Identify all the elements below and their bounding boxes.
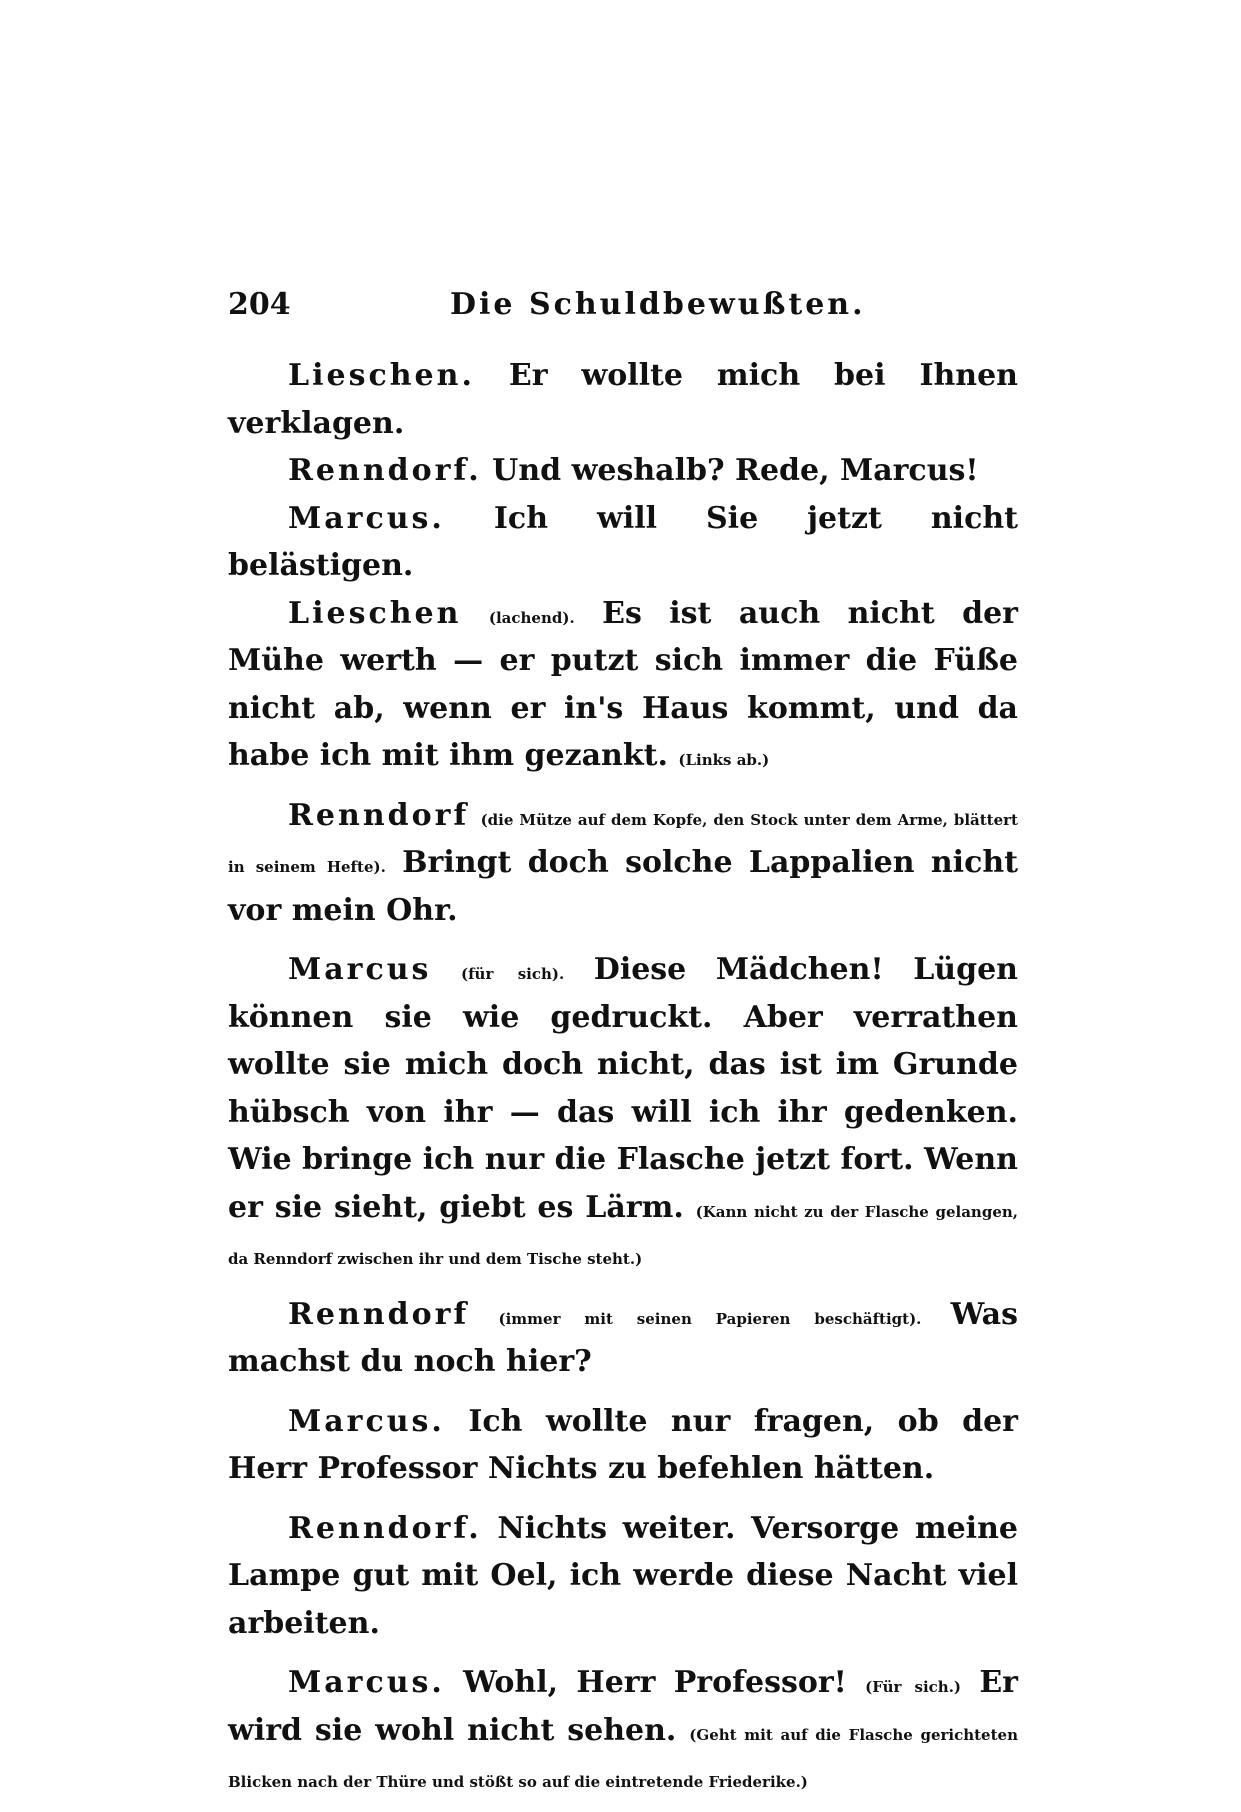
dialogue-line: Er wollte mich bei Ihnen verklagen. xyxy=(228,358,1018,441)
dialogue-line: Ich will Sie jetzt nicht belästigen. xyxy=(228,500,1019,583)
dialogue-paragraph xyxy=(228,447,1018,495)
speaker-name: Marcus. xyxy=(288,1665,445,1700)
dialogue-paragraph xyxy=(228,1659,1018,1802)
dialogue-paragraph xyxy=(228,590,1018,780)
stage-direction: (immer mit seinen Papieren beschäftigt). xyxy=(498,1309,922,1328)
dialogue-paragraph xyxy=(228,946,1018,1279)
speaker-name: Renndorf. xyxy=(288,1510,482,1546)
stage-direction: (Für sich.) xyxy=(865,1678,962,1696)
stage-direction: (die Mütze auf dem Kopfe, den Stock unter dem Arme, blättert in seinem Hefte). xyxy=(228,810,1018,876)
page-header xyxy=(228,280,1018,330)
speaker-name: Renndorf. xyxy=(288,453,482,488)
speaker-name: Marcus. xyxy=(288,500,445,536)
stage-direction: (Geht mit auf die Flasche gerichteten Blicken nach der Thüre und stößt so auf die eintretende Friederike.) xyxy=(228,1725,1018,1791)
dialogue-line: Wohl, Herr Professor! xyxy=(463,1665,847,1700)
stage-direction: (Links ab.) xyxy=(678,751,770,769)
dialogue-text xyxy=(228,352,1018,1812)
dialogue-paragraph xyxy=(228,1291,1018,1386)
speaker-name: Renndorf xyxy=(288,1296,470,1332)
page-number: 204 xyxy=(228,287,291,322)
speaker-name: Renndorf xyxy=(288,797,470,833)
speaker-name: Marcus xyxy=(288,952,432,987)
dialogue-line: Nichts weiter. Versorge meine Lampe gut mit Oel, ich werde diese Nacht viel arbeiten. xyxy=(228,1510,1018,1641)
stage-direction: (für sich). xyxy=(461,965,565,983)
dialogue-paragraph xyxy=(228,1505,1018,1648)
speaker-name: Lieschen xyxy=(288,595,462,631)
dialogue-line: Er wird sie wohl nicht sehen. xyxy=(228,1665,1018,1748)
stage-direction: (Kann nicht zu der Flasche gelangen, da Renndorf zwischen ihr und dem Tische steht.) xyxy=(228,1202,1018,1268)
dialogue-line: Ich wollte nur fragen, ob der Herr Professor Nichts zu befehlen hätten. xyxy=(228,1403,1018,1486)
dialogue-paragraph xyxy=(228,352,1018,447)
running-title: Die Schuldbewußten. xyxy=(450,287,866,322)
dialogue-line: Und weshalb? Rede, Marcus! xyxy=(492,453,979,488)
dialogue-line: Was machst du noch hier? xyxy=(228,1296,1018,1379)
dialogue-line: Bringt doch solche Lappalien nicht vor mein Ohr. xyxy=(228,845,1019,928)
speaker-name: Marcus. xyxy=(288,1403,445,1439)
dialogue-paragraph xyxy=(228,792,1018,935)
speaker-name: Lieschen. xyxy=(288,358,475,393)
dialogue-paragraph xyxy=(228,495,1018,590)
dialogue-line: Diese Mädchen! Lügen können sie wie gedruckt. Aber verrathen wollte sie mich doch nicht, das ist im Grunde hübsch von ihr — das will ich ihr gedenken. Wie bringe ich nur die Flasche jetzt fort. Wenn er sie sieht, giebt es Lärm. xyxy=(228,952,1018,1225)
dialogue-line: Es ist auch nicht der Mühe werth — er putzt sich immer die Füße nicht ab, wenn er in's Haus kommt, und da habe ich mit ihm gezankt. xyxy=(228,595,1018,773)
stage-direction: (lachend). xyxy=(488,608,575,627)
dialogue-paragraph xyxy=(228,1398,1018,1493)
